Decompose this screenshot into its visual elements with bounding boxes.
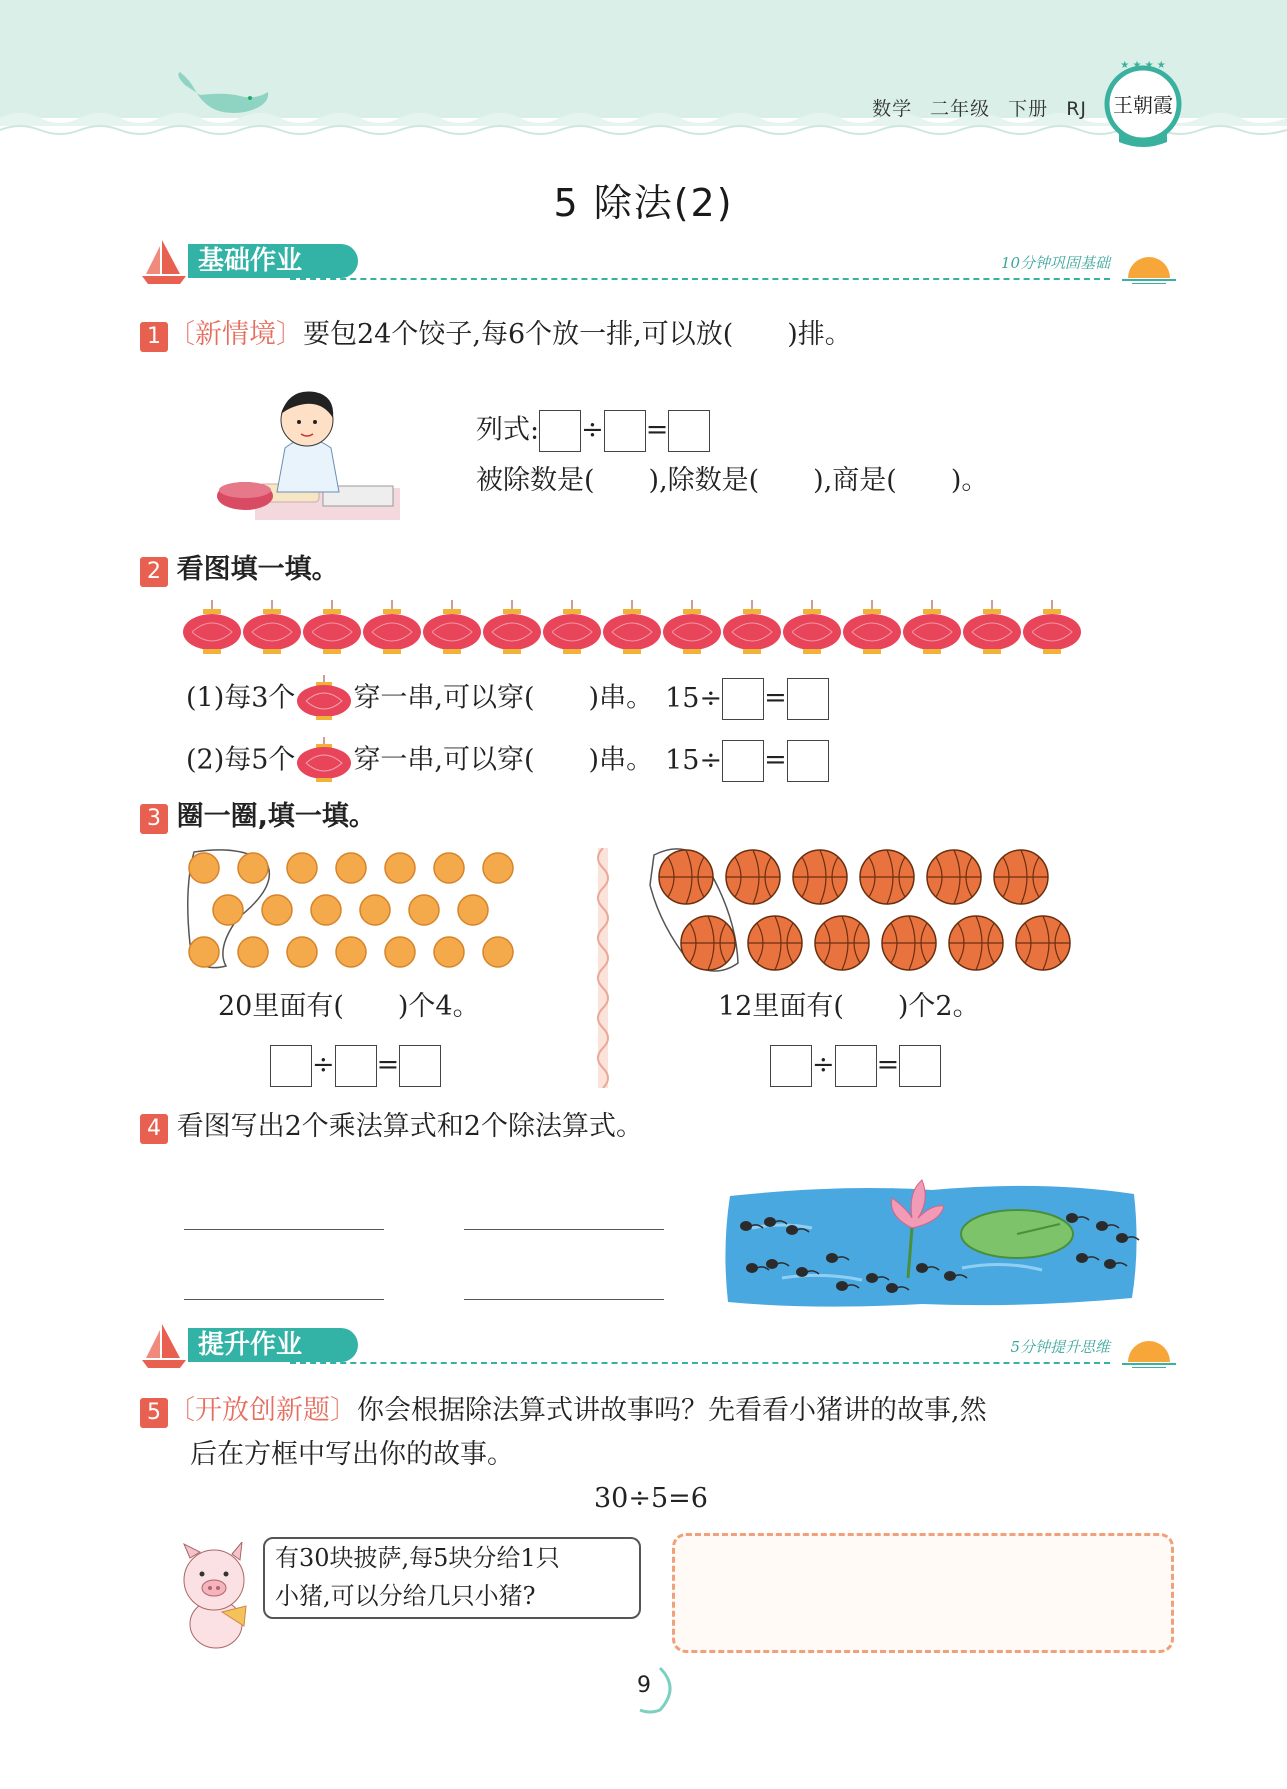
pig-speech-bubble: [263, 1537, 641, 1619]
q3-left-formula: [270, 1045, 441, 1087]
q4-number: 4: [140, 1114, 168, 1144]
orange-dot: [287, 937, 317, 967]
orange-dot: [434, 853, 464, 883]
q3-number: 3: [140, 804, 168, 834]
grade: 二年级: [930, 98, 991, 120]
lantern-icon: [295, 675, 353, 723]
lantern-icon: [423, 600, 481, 654]
lantern-icon: [843, 600, 901, 654]
orange-dot: [483, 853, 513, 883]
q5-text1: 你会根据除法算式讲故事吗？先看看小猪讲的故事,然: [357, 1395, 987, 1426]
q2-text: 看图填一填。: [176, 554, 339, 585]
q1-formula: [476, 410, 710, 452]
answer-box[interactable]: [787, 678, 829, 720]
lantern-icon: [295, 737, 353, 785]
header-wave-band: [0, 0, 1287, 150]
q3-left-text: 20里面有( )个4。: [218, 991, 480, 1022]
basketball: [681, 916, 735, 970]
q3-right-text: 12里面有( )个2。: [718, 991, 980, 1022]
section-basic-label: 基础作业: [188, 244, 358, 278]
q5-text2: 后在方框中写出你的故事。: [190, 1439, 514, 1470]
lantern-icon: [603, 600, 661, 654]
story-answer-box[interactable]: [672, 1533, 1174, 1653]
equals-sign: =: [376, 1049, 400, 1081]
answer-box[interactable]: [835, 1045, 877, 1087]
basketball: [793, 850, 847, 904]
brand-name: 王朝霞: [1113, 93, 1173, 117]
orange-dot: [385, 853, 415, 883]
answer-box[interactable]: [770, 1045, 812, 1087]
orange-dot: [336, 937, 366, 967]
orange-dot: [262, 895, 292, 925]
orange-dot: [189, 937, 219, 967]
lantern-icon: [903, 600, 961, 654]
orange-dot: [287, 853, 317, 883]
q1-formula-label: 列式:: [476, 414, 540, 446]
orange-dot: [409, 895, 439, 925]
sailboat-icon: [140, 1320, 190, 1370]
q2-number: 2: [140, 557, 168, 587]
orange-dots-figure: [186, 848, 528, 974]
q1-line: [140, 318, 852, 352]
q5-equation: 30÷5=6: [594, 1483, 708, 1514]
q2-item1: [186, 675, 829, 723]
svg-text:★ ★ ★ ★: ★ ★ ★ ★: [1120, 60, 1166, 71]
q1-parts: 被除数是( ),除数是( ),商是( )。: [476, 465, 989, 496]
sunrise-icon: [1118, 1334, 1180, 1368]
brand-logo: [1103, 58, 1183, 150]
q2-item1-c: 15÷: [665, 682, 723, 714]
lantern-icon: [303, 600, 361, 654]
section-divider: [290, 1362, 1110, 1364]
lantern-icon: [183, 600, 241, 654]
q2-item2: [186, 737, 829, 785]
pond-tadpoles-illustration: [722, 1168, 1140, 1310]
section-advanced-label: 提升作业: [188, 1328, 358, 1362]
q2-item2-a: (2)每5个: [186, 744, 296, 776]
orange-dot: [336, 853, 366, 883]
section-advanced-note: 5分钟提升思维: [1010, 1338, 1110, 1356]
answer-box[interactable]: [270, 1045, 312, 1087]
q2-item1-b: 穿一串,可以穿( )串。: [353, 682, 654, 714]
q1-number: 1: [140, 322, 168, 352]
q2-item2-c: 15÷: [665, 744, 723, 776]
answer-box[interactable]: [539, 410, 581, 452]
lantern-icon: [963, 600, 1021, 654]
orange-dot: [360, 895, 390, 925]
equals-sign: =: [645, 414, 669, 446]
sailboat-icon: [140, 236, 190, 286]
answer-box[interactable]: [722, 740, 764, 782]
q2-line: [140, 553, 339, 587]
bubble-line1: 有30块披萨,每5块分给1只: [275, 1544, 560, 1572]
answer-box[interactable]: [335, 1045, 377, 1087]
lantern-icon: [243, 600, 301, 654]
section-divider: [290, 278, 1110, 280]
orange-dot: [238, 937, 268, 967]
q3-right-formula: [770, 1045, 941, 1087]
orange-dot: [385, 937, 415, 967]
q5-number: 5: [140, 1398, 168, 1428]
q3-line: [140, 800, 376, 834]
basketball: [994, 850, 1048, 904]
lantern-icon: [483, 600, 541, 654]
subject: 数学: [872, 98, 913, 120]
orange-dot: [213, 895, 243, 925]
q2-item2-b: 穿一串,可以穿( )串。: [353, 744, 654, 776]
header-book-info: [854, 94, 1087, 121]
lantern-icon: [1023, 600, 1081, 654]
section-basic-bar: [140, 236, 1180, 292]
boy-dumplings-illustration: [215, 370, 405, 525]
answer-box[interactable]: [787, 740, 829, 782]
lantern-row: [182, 600, 1092, 660]
section-advanced-bar: [140, 1320, 1180, 1376]
answer-line[interactable]: [184, 1299, 384, 1300]
equals-sign: =: [876, 1049, 900, 1081]
basketball: [949, 916, 1003, 970]
basketball: [927, 850, 981, 904]
q4-line: [140, 1110, 643, 1144]
orange-dot: [189, 853, 219, 883]
lantern-icon: [363, 600, 421, 654]
answer-box[interactable]: [722, 678, 764, 720]
lantern-icon: [543, 600, 601, 654]
lantern-icon: [723, 600, 781, 654]
section-basic-note: 10分钟巩固基础: [1000, 254, 1110, 272]
basketball: [659, 850, 713, 904]
q5-tag: 〔开放创新题〕: [168, 1395, 357, 1426]
basketball: [815, 916, 869, 970]
q3-text: 圈一圈,填一填。: [176, 801, 376, 832]
answer-box[interactable]: [668, 410, 710, 452]
orange-dot: [483, 937, 513, 967]
orange-dot: [238, 853, 268, 883]
equals-sign: =: [764, 682, 787, 714]
page-number: 9: [637, 1673, 651, 1698]
divide-sign: ÷: [812, 1049, 835, 1081]
answer-line[interactable]: [184, 1229, 384, 1230]
divide-sign: ÷: [312, 1049, 335, 1081]
answer-box[interactable]: [604, 410, 646, 452]
q4-text: 看图写出2个乘法算式和2个除法算式。: [176, 1111, 643, 1142]
orange-dot: [311, 895, 341, 925]
basketball: [1016, 916, 1070, 970]
q5-line1: [140, 1394, 987, 1428]
answer-box[interactable]: [399, 1045, 441, 1087]
answer-line[interactable]: [464, 1299, 664, 1300]
bubble-line2: 小猪,可以分给几只小猪?: [275, 1582, 536, 1610]
lantern-icon: [663, 600, 721, 654]
basketball: [726, 850, 780, 904]
sunrise-icon: [1118, 250, 1180, 284]
answer-box[interactable]: [899, 1045, 941, 1087]
divide-sign: ÷: [581, 414, 604, 446]
orange-dot: [434, 937, 464, 967]
answer-line[interactable]: [464, 1229, 664, 1230]
basketball: [748, 916, 802, 970]
floral-divider: [590, 848, 616, 1088]
q2-item1-a: (1)每3个: [186, 682, 296, 714]
volume: 下册: [1008, 98, 1049, 120]
q1-text: 要包24个饺子,每6个放一排,可以放( )排。: [303, 319, 852, 350]
basketballs-figure: [646, 845, 1078, 980]
page-title: 5 除法(2): [553, 181, 734, 225]
q1-tag: 〔新情境〕: [168, 319, 303, 350]
orange-dot: [458, 895, 488, 925]
lantern-icon: [783, 600, 841, 654]
equals-sign: =: [764, 744, 787, 776]
edition: RJ: [1066, 98, 1087, 120]
pig-icon: [172, 1542, 258, 1652]
basketball: [882, 916, 936, 970]
basketball: [860, 850, 914, 904]
